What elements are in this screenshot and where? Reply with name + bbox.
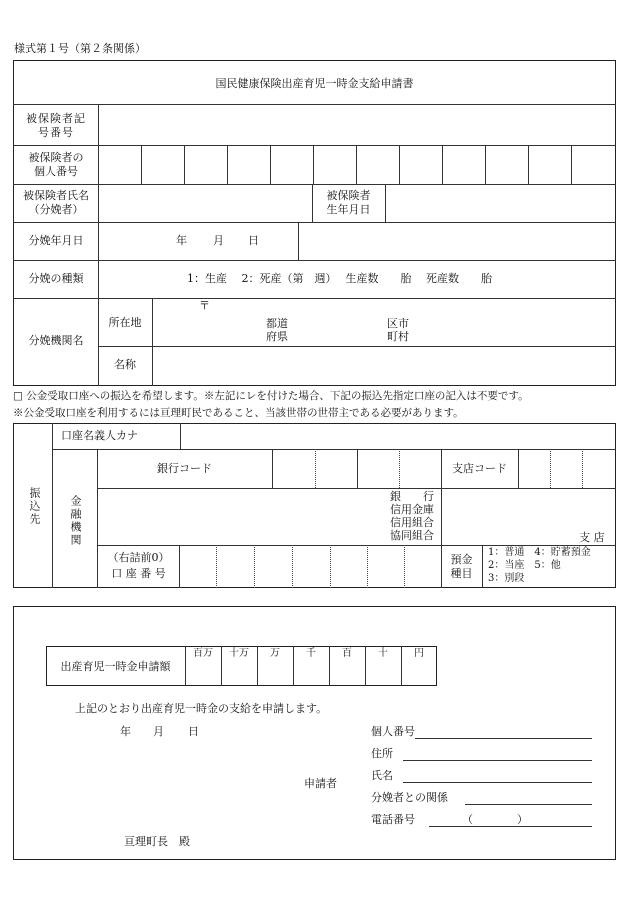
- label-personal-number: 被保険者の個人番号: [28, 151, 84, 178]
- prefecture-label-2: 府県: [266, 330, 288, 343]
- deposit-type-option-1: 1：普通 4：貯蓄預金: [488, 547, 591, 558]
- financial-institution-label: 金融機関: [69, 495, 82, 547]
- addressee: 亘理町長 殿: [124, 835, 190, 848]
- name-line[interactable]: [403, 782, 592, 783]
- transfer-to-label: 振込先: [28, 487, 41, 526]
- digit-hundred: 百: [342, 648, 352, 659]
- application-month: 月: [153, 725, 164, 738]
- digit-yen: 円: [414, 648, 424, 659]
- address-line[interactable]: [403, 760, 592, 761]
- branch-code-label: 支店コード: [452, 462, 507, 475]
- label-delivery-date: 分娩年月日: [28, 234, 84, 247]
- delivery-day: 日: [248, 234, 259, 247]
- right-aligned-note: （右詰前0）: [107, 551, 170, 564]
- relation-line[interactable]: [465, 804, 592, 805]
- application-day: 日: [188, 725, 199, 738]
- public-account-note: ※公金受取口座を利用するには亘理町民であること、当該世帯の世帯主である必要があります。: [13, 407, 464, 419]
- deposit-type-option-3: 3：別段: [488, 573, 525, 584]
- delivery-year: 年: [176, 234, 187, 247]
- account-number-label: 口 座 番 号: [111, 567, 166, 580]
- public-account-checkbox[interactable]: □ 公金受取口座への振込を希望します。※左記にレを付けた場合、下記の振込先指定口座の記入は不要です。: [13, 390, 529, 402]
- form-title: 国民健康保険出産育児一時金支給申請書: [215, 77, 414, 90]
- application-statement: 上記のとおり出産育児一時金の支給を申請します。: [75, 702, 328, 715]
- form-number: 様式第１号（第２条関係）: [14, 42, 146, 55]
- branch-label: 支 店: [579, 531, 605, 544]
- phone-label: 電話番号: [371, 813, 415, 826]
- deposit-type-label-2: 種目: [450, 567, 473, 580]
- label-birthdate: 被保険者: [326, 189, 371, 202]
- digit-thousand: 千: [306, 648, 316, 659]
- deposit-type-label: 預金: [450, 553, 473, 566]
- prefecture-label: 都道: [266, 317, 288, 330]
- amount-label: 出産育児一時金申請額: [60, 660, 171, 673]
- bank-code-label: 銀行コード: [157, 462, 212, 475]
- label-institution-name: 名称: [114, 358, 136, 371]
- label-birthdate-sub: 生年月日: [326, 203, 371, 216]
- digit-hundred-thousand: 十万: [229, 648, 249, 659]
- applicant-name-label: 氏名: [371, 769, 393, 782]
- label-insured-name-sub: （分娩者）: [28, 203, 84, 216]
- main-form-table: [13, 60, 616, 386]
- bank-type-shinkumi: 信用組合: [390, 516, 434, 529]
- delivery-type-options: 1：生産 2：死産（第 週） 生産数 胎 死産数 胎: [187, 272, 492, 285]
- personal-number-label: 個人番号: [371, 725, 415, 738]
- account-name-kana-label: 口座名義人カナ: [61, 429, 138, 442]
- label-institution: 分娩機関名: [28, 334, 84, 347]
- bank-type-shinkin: 信用金庫: [390, 503, 434, 516]
- applicant-label: 申請者: [304, 777, 337, 790]
- digit-ten: 十: [378, 648, 388, 659]
- personal-number-line[interactable]: [415, 738, 592, 739]
- delivery-month: 月: [213, 234, 224, 247]
- bank-type-kyodo: 協同組合: [390, 529, 434, 542]
- bank-type-bank: 銀 行: [390, 490, 434, 503]
- address-label: 住所: [371, 747, 393, 760]
- label-delivery-type: 分娩の種類: [28, 272, 84, 285]
- relation-label: 分娩者との関係: [371, 791, 448, 804]
- city-label: 区市: [387, 317, 409, 330]
- city-label-2: 町村: [387, 330, 409, 343]
- digit-ten-thousand: 万: [270, 648, 280, 659]
- label-location: 所在地: [108, 316, 142, 329]
- label-insured-name: 被保険者氏名: [23, 189, 89, 202]
- deposit-type-option-2: 2：当座 5：他: [488, 560, 561, 571]
- label-symbol-number: 被保険者記号番号: [26, 112, 86, 139]
- application-year: 年: [120, 725, 131, 738]
- phone-paren: （ ）: [462, 813, 528, 826]
- postal-mark: 〒: [199, 299, 210, 312]
- digit-million: 百万: [193, 648, 213, 659]
- phone-line[interactable]: [429, 826, 592, 827]
